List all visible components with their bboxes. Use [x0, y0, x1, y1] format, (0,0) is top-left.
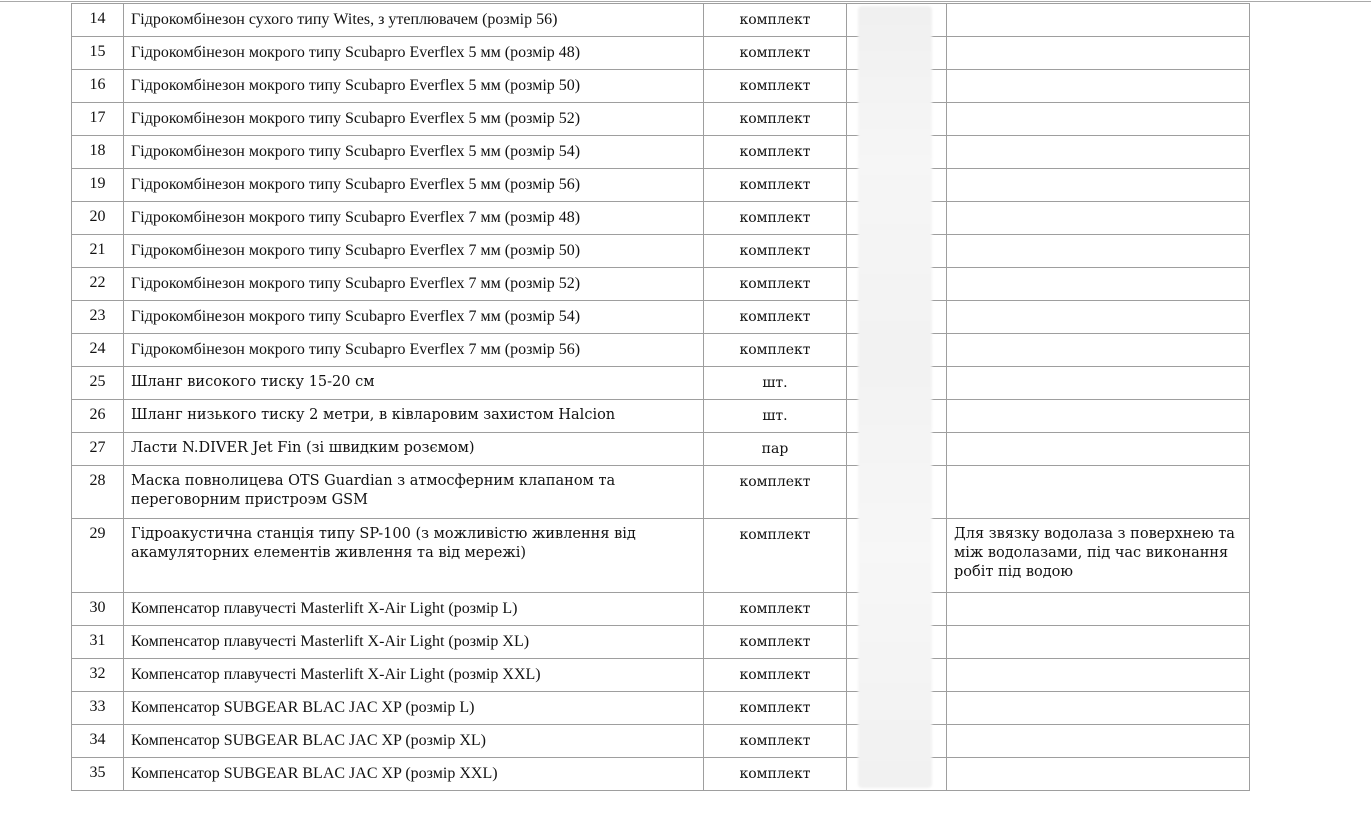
table-row [72, 301, 1250, 334]
item-note [947, 758, 1250, 791]
row-number: 24 [72, 334, 124, 367]
item-note [947, 70, 1250, 103]
row-number: 18 [72, 136, 124, 169]
row-number: 30 [72, 593, 124, 626]
item-name: Гідрокомбінезон мокрого типу Scubapro Everflex 7 мм (розмір 54) [124, 301, 704, 334]
table-row [72, 725, 1250, 758]
row-number: 28 [72, 466, 124, 519]
row-number: 34 [72, 725, 124, 758]
item-name: Маска повнолицева OTS Guardian з атмосферним клапаном та переговорним пристроэм GSM [124, 466, 704, 519]
item-name: Шланг високого тиску 15-20 см [124, 367, 704, 400]
item-unit: комплект [704, 37, 847, 70]
row-number: 14 [72, 4, 124, 37]
table-row [72, 235, 1250, 268]
table-row [72, 593, 1250, 626]
row-number: 35 [72, 758, 124, 791]
row-number: 25 [72, 367, 124, 400]
equipment-table [71, 3, 1250, 791]
item-unit: комплект [704, 301, 847, 334]
table-row [72, 466, 1250, 519]
table-row [72, 692, 1250, 725]
item-name: Гідрокомбінезон мокрого типу Scubapro Everflex 5 мм (розмір 48) [124, 37, 704, 70]
item-name: Гідрокомбінезон мокрого типу Scubapro Everflex 7 мм (розмір 56) [124, 334, 704, 367]
item-name: Гідрокомбінезон сухого типу Wites, з утеплювачем (розмір 56) [124, 4, 704, 37]
table-row [72, 519, 1250, 593]
item-unit: шт. [704, 367, 847, 400]
item-note [947, 37, 1250, 70]
item-note [947, 103, 1250, 136]
table-row [72, 103, 1250, 136]
item-note [947, 659, 1250, 692]
row-number: 31 [72, 626, 124, 659]
item-unit: комплект [704, 466, 847, 519]
table-row [72, 367, 1250, 400]
item-unit: шт. [704, 400, 847, 433]
row-number: 20 [72, 202, 124, 235]
item-unit: комплект [704, 519, 847, 593]
item-note [947, 725, 1250, 758]
item-name: Компенсатор плавучесті Masterlift X-Air Light (розмір XXL) [124, 659, 704, 692]
item-note [947, 466, 1250, 519]
item-note [947, 268, 1250, 301]
item-name: Компенсатор плавучесті Masterlift X-Air Light (розмір XL) [124, 626, 704, 659]
item-note [947, 334, 1250, 367]
item-unit: комплект [704, 235, 847, 268]
table-row [72, 70, 1250, 103]
row-number: 21 [72, 235, 124, 268]
item-note [947, 169, 1250, 202]
row-number: 17 [72, 103, 124, 136]
item-unit: комплект [704, 103, 847, 136]
item-name: Ласти N.DIVER Jet Fin (зі швидким розємом) [124, 433, 704, 466]
item-note [947, 202, 1250, 235]
row-number: 23 [72, 301, 124, 334]
item-name: Компенсатор SUBGEAR BLAC JAC XP (розмір XL) [124, 725, 704, 758]
item-name: Компенсатор плавучесті Masterlift X-Air Light (розмір L) [124, 593, 704, 626]
item-name: Гідрокомбінезон мокрого типу Scubapro Everflex 7 мм (розмір 50) [124, 235, 704, 268]
row-number: 15 [72, 37, 124, 70]
row-number: 19 [72, 169, 124, 202]
item-name: Гідроакустична станція типу SP-100 (з можливістю живлення від акамуляторних елементів живлення та від мережі) [124, 519, 704, 593]
item-unit: комплект [704, 692, 847, 725]
item-note [947, 593, 1250, 626]
table-row [72, 4, 1250, 37]
item-unit: комплект [704, 136, 847, 169]
table-row [72, 202, 1250, 235]
item-note [947, 400, 1250, 433]
item-note [947, 301, 1250, 334]
item-unit: пар [704, 433, 847, 466]
item-note [947, 235, 1250, 268]
item-unit: комплект [704, 758, 847, 791]
table-row [72, 37, 1250, 70]
item-note [947, 367, 1250, 400]
table-row [72, 659, 1250, 692]
table-row [72, 136, 1250, 169]
row-number: 26 [72, 400, 124, 433]
row-number: 22 [72, 268, 124, 301]
item-unit: комплект [704, 169, 847, 202]
item-note [947, 626, 1250, 659]
item-unit: комплект [704, 4, 847, 37]
item-name: Компенсатор SUBGEAR BLAC JAC XP (розмір XXL) [124, 758, 704, 791]
table-row [72, 433, 1250, 466]
item-name: Компенсатор SUBGEAR BLAC JAC XP (розмір L) [124, 692, 704, 725]
table-row [72, 169, 1250, 202]
item-unit: комплект [704, 268, 847, 301]
item-unit: комплект [704, 593, 847, 626]
row-number: 29 [72, 519, 124, 593]
item-name: Гідрокомбінезон мокрого типу Scubapro Everflex 5 мм (розмір 52) [124, 103, 704, 136]
equipment-table-body [72, 4, 1250, 791]
table-row [72, 400, 1250, 433]
item-name: Гідрокомбінезон мокрого типу Scubapro Everflex 5 мм (розмір 50) [124, 70, 704, 103]
item-unit: комплект [704, 626, 847, 659]
item-name: Гідрокомбінезон мокрого типу Scubapro Everflex 5 мм (розмір 54) [124, 136, 704, 169]
item-note [947, 692, 1250, 725]
item-note [947, 4, 1250, 37]
table-row [72, 268, 1250, 301]
item-name: Шланг низького тиску 2 метри, в ківларовим захистом Halcion [124, 400, 704, 433]
item-name: Гідрокомбінезон мокрого типу Scubapro Everflex 7 мм (розмір 48) [124, 202, 704, 235]
item-name: Гідрокомбінезон мокрого типу Scubapro Everflex 5 мм (розмір 56) [124, 169, 704, 202]
table-row [72, 758, 1250, 791]
table-row [72, 334, 1250, 367]
row-number: 27 [72, 433, 124, 466]
row-number: 33 [72, 692, 124, 725]
row-number: 16 [72, 70, 124, 103]
item-unit: комплект [704, 334, 847, 367]
item-unit: комплект [704, 202, 847, 235]
item-name: Гідрокомбінезон мокрого типу Scubapro Everflex 7 мм (розмір 52) [124, 268, 704, 301]
item-note [947, 433, 1250, 466]
item-unit: комплект [704, 725, 847, 758]
item-note: Для звязку водолаза з поверхнею та між водолазами, під час виконання робіт під водою [947, 519, 1250, 593]
redacted-quantity-column [858, 6, 932, 788]
item-unit: комплект [704, 659, 847, 692]
row-number: 32 [72, 659, 124, 692]
item-note [947, 136, 1250, 169]
item-unit: комплект [704, 70, 847, 103]
table-row [72, 626, 1250, 659]
page-top-border [0, 1, 1371, 2]
